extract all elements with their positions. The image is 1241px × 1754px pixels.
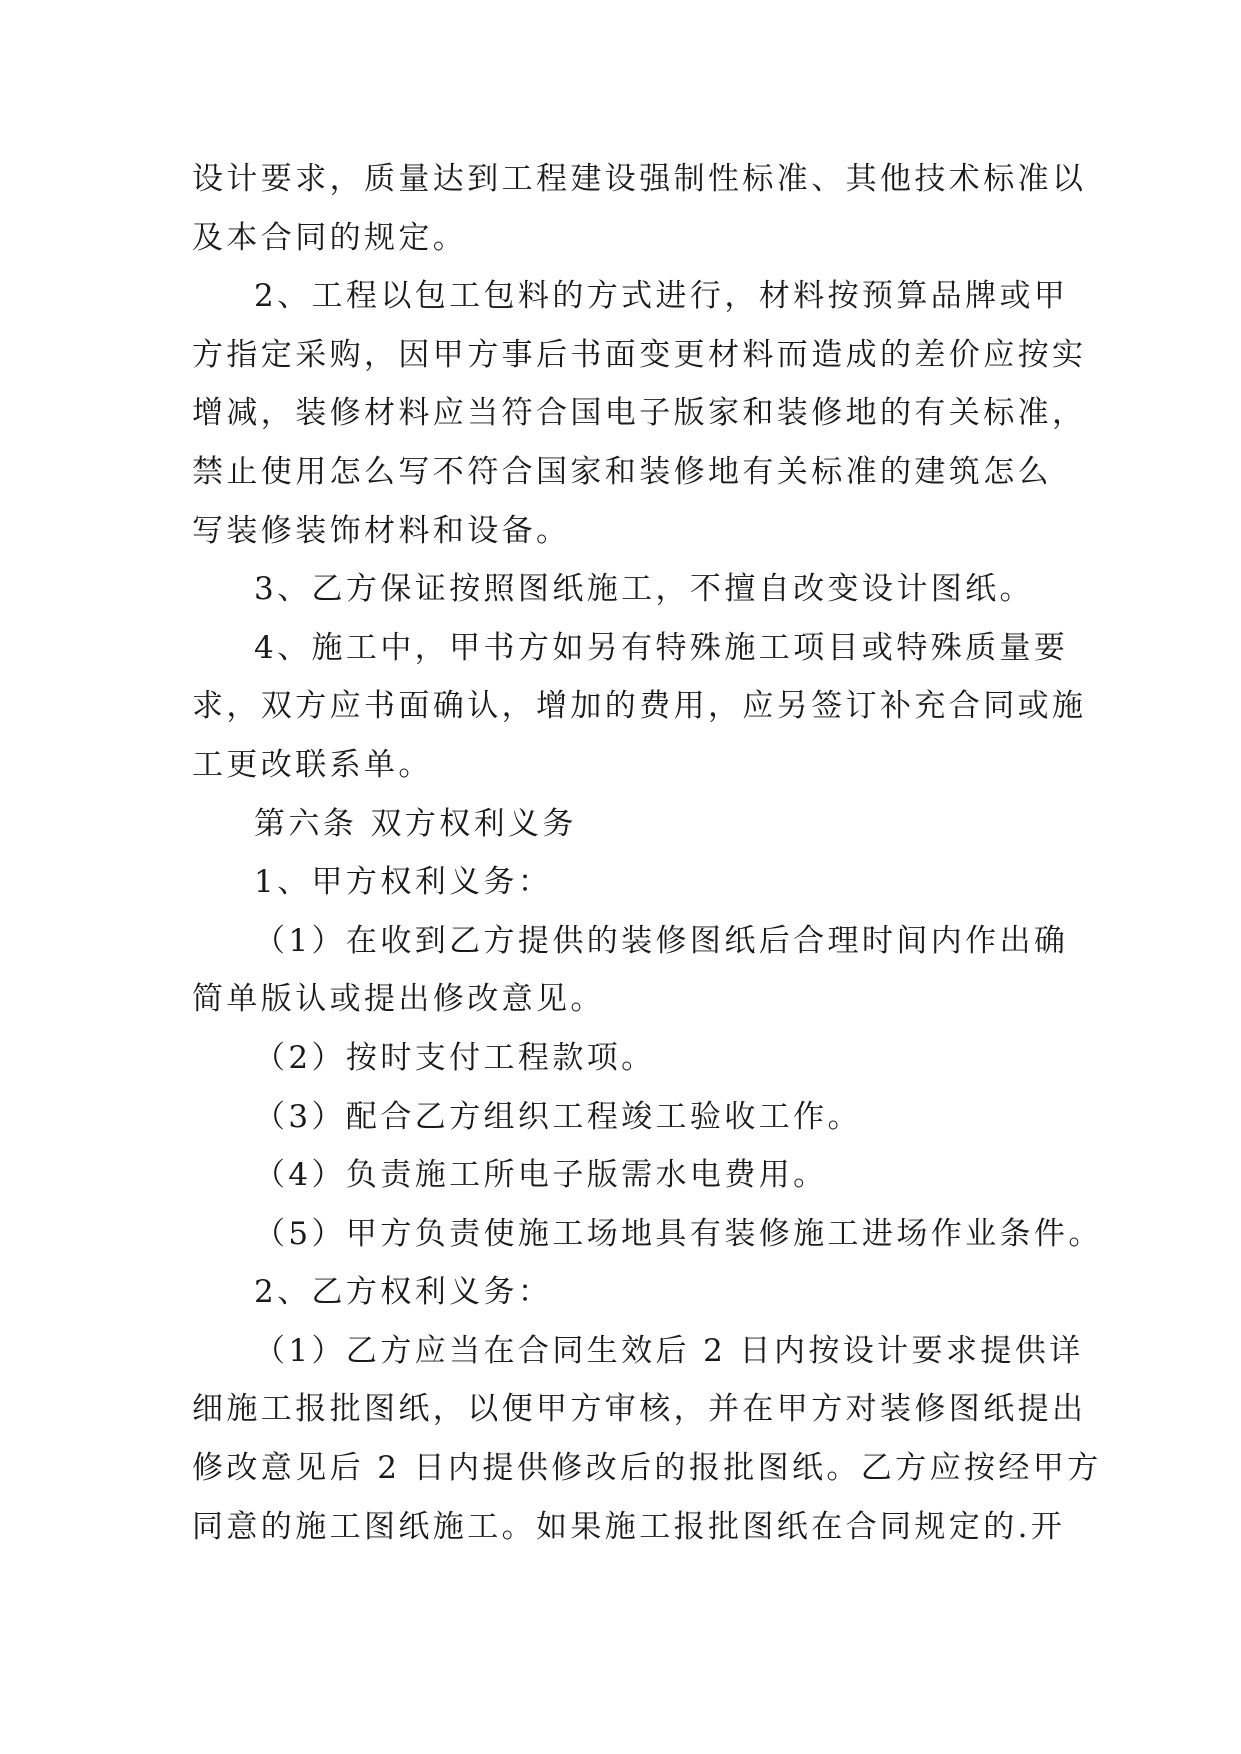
text-line: 设计要求，质量达到工程建设强制性标准、其他技术标准以 <box>192 161 1087 197</box>
text-line: 细施工报批图纸，以便甲方审核，并在甲方对装修图纸提出 <box>192 1391 1087 1428</box>
text-line: 工更改联系单。 <box>192 746 433 783</box>
text-line: （1）在收到乙方提供的装修图纸后合理时间内作出确 <box>254 922 1069 959</box>
text-line: 第六条 双方权利义务 <box>254 805 577 842</box>
text-line: （1）乙方应当在合同生效后 2 日内按设计要求提供详 <box>254 1332 1084 1369</box>
text-line: 简单版认或提出修改意见。 <box>192 981 605 1018</box>
text-line: （5）甲方负责使施工场地具有装修施工进场作业条件。 <box>254 1215 1103 1252</box>
text-line: 4、施工中，甲书方如另有特殊施工项目或特殊质量要 <box>254 629 1069 666</box>
text-line: 2、乙方权利义务： <box>254 1274 553 1311</box>
text-line: 求，双方应书面确认，增加的费用，应另签订补充合同或施 <box>192 688 1087 725</box>
text-line: 修改意见后 2 日内提供修改后的报批图纸。乙方应按经甲方 <box>192 1450 1102 1487</box>
document-body <box>192 150 1103 1556</box>
text-line: （3）配合乙方组织工程竣工验收工作。 <box>254 1098 862 1135</box>
text-line: （2）按时支付工程款项。 <box>254 1039 656 1076</box>
text-line: 2、工程以包工包料的方式进行，材料按预算品牌或甲 <box>254 278 1069 315</box>
text-line: （4）负责施工所电子版需水电费用。 <box>254 1157 828 1194</box>
text-line: 方指定采购，因甲方事后书面变更材料而造成的差价应按实 <box>192 336 1087 373</box>
text-line: 增减，装修材料应当符合国电子版家和装修地的有关标准， <box>192 395 1087 432</box>
text-line: 同意的施工图纸施工。如果施工报批图纸在合同规定的.开 <box>192 1508 1066 1545</box>
text-line: 及本合同的规定。 <box>192 219 468 256</box>
text-line: 1、甲方权利义务： <box>254 864 553 901</box>
text-line: 3、乙方保证按照图纸施工，不擅自改变设计图纸。 <box>254 571 1034 608</box>
text-line: 写装修装饰材料和设备。 <box>192 512 571 549</box>
text-line: 禁止使用怎么写不符合国家和装修地有关标准的建筑怎么 <box>192 453 1052 490</box>
